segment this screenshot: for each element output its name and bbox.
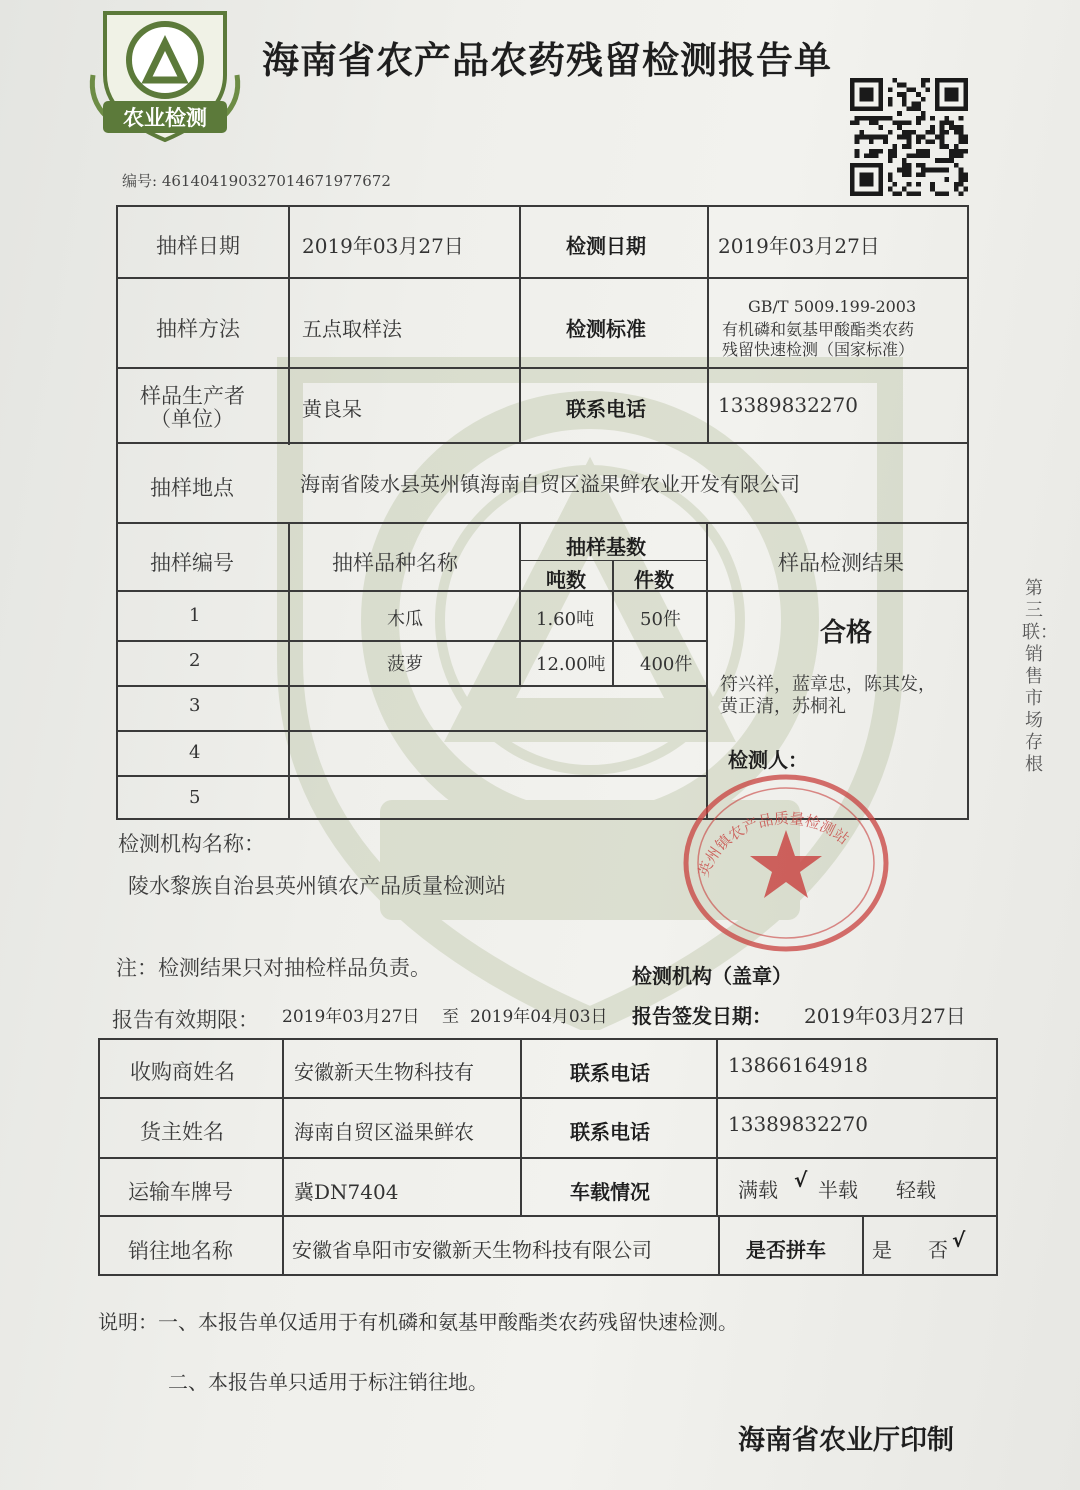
row-divider: [116, 590, 969, 592]
seal-label: 检测机构（盖章）: [632, 964, 792, 988]
printer-credit: 海南省农业厅印制: [738, 1425, 954, 1456]
issue-date-value: 2019年03月27日: [804, 1004, 966, 1028]
logo-text: 农业检测: [123, 106, 207, 130]
validity-to-word: 至: [442, 1007, 459, 1027]
validity-to: 2019年04月03日: [470, 1007, 608, 1027]
sampling-method-value: 五点取样法: [302, 317, 402, 341]
inspectors-line2: 黄正清，苏桐礼: [720, 696, 846, 717]
col-header-pieces: 件数: [634, 568, 674, 592]
inspector-label: 检测人：: [728, 748, 808, 772]
logistics-col-divider: [520, 1038, 522, 1217]
buyer-label: 收购商姓名: [130, 1060, 235, 1084]
validity-from: 2019年03月27日: [282, 1007, 420, 1027]
row-divider: [116, 730, 706, 732]
buyer-phone-value: 13866164918: [728, 1053, 868, 1077]
copy-label: 第三联：销售市场存根: [1022, 578, 1058, 775]
standard-desc-1: 有机磷和氨基甲酸酯类农药: [722, 320, 915, 339]
logistics-border-top: [98, 1038, 998, 1040]
sample-row-tons: 12.00吨: [536, 654, 606, 675]
buyer-phone-label: 联系电话: [570, 1061, 650, 1085]
inspectors-line1: 符兴祥，蓝章忠，陈其发，: [720, 674, 936, 695]
col-header-name: 抽样品种名称: [332, 551, 458, 575]
load-full: 满载: [738, 1178, 778, 1202]
standard-code: GB/T 5009.199-2003: [748, 297, 917, 316]
row-divider: [116, 522, 969, 524]
agency-name: 陵水黎族自治县英州镇农产品质量检测站: [128, 874, 506, 898]
combined-label: 是否拼车: [746, 1238, 826, 1262]
col-header-base: 抽样基数: [566, 535, 646, 559]
owner-value: 海南自贸区溢果鲜农: [294, 1120, 474, 1144]
col-divider: [288, 205, 290, 445]
sample-row-no: 3: [189, 695, 201, 716]
location-value: 海南省陵水县英州镇海南自贸区溢果鲜农业开发有限公司: [300, 472, 800, 496]
sampling-date-value: 2019年03月27日: [302, 234, 464, 258]
serial-number: [122, 170, 391, 191]
logistics-row-divider: [98, 1097, 998, 1099]
official-stamp: [676, 768, 896, 958]
combined-check-mark: √: [952, 1228, 966, 1252]
note-line1: 说明：一、本报告单仅适用于有机磷和氨基甲酸酯类农药残留快速检测。: [98, 1310, 738, 1334]
sampling-date-label: 抽样日期: [156, 234, 240, 258]
page-title: 海南省农产品农药残留检测报告单: [262, 39, 832, 82]
note-line2: 二、本报告单只适用于标注销往地。: [168, 1370, 488, 1394]
row-divider: [116, 775, 706, 777]
sample-row-name: 菠萝: [387, 654, 423, 675]
standard-label: 检测标准: [566, 317, 646, 341]
producer-label-unit: （单位）: [150, 407, 234, 431]
plate-value: 冀DN7404: [294, 1180, 399, 1204]
sample-row-no: 2: [189, 650, 201, 671]
sample-row-no: 4: [189, 742, 201, 763]
owner-phone-value: 13389832270: [728, 1112, 868, 1136]
load-check-mark: √: [794, 1168, 808, 1192]
producer-phone-label: 联系电话: [566, 397, 646, 421]
combined-yes: 是: [872, 1238, 892, 1262]
plate-label: 运输车牌号: [128, 1180, 233, 1204]
row-divider: [116, 442, 969, 444]
logistics-col-divider: [718, 1215, 720, 1275]
standard-desc-2: 残留快速检测（国家标准）: [722, 340, 915, 359]
producer-phone-value: 13389832270: [718, 393, 858, 417]
logistics-col-divider: [716, 1038, 718, 1217]
col-divider: [519, 205, 521, 444]
producer-value: 黄良呆: [302, 397, 362, 421]
agency-label: 检测机构名称：: [118, 832, 265, 856]
result-value: 合格: [820, 618, 873, 648]
sample-row-pieces: 400件: [640, 654, 693, 675]
sample-row-no: 5: [189, 787, 201, 808]
col-divider: [519, 522, 521, 685]
sample-row-name: 木瓜: [387, 609, 423, 630]
serial-value: 461404190327014671977672: [161, 172, 391, 190]
table-border-top: [116, 205, 969, 207]
owner-label: 货主姓名: [140, 1120, 224, 1144]
load-label: 车载情况: [570, 1180, 650, 1204]
logistics-col-divider: [282, 1038, 284, 1276]
destination-value: 安徽省阜阳市安徽新天生物科技有限公司: [292, 1238, 652, 1262]
issue-date-label: 报告签发日期：: [632, 1004, 772, 1028]
test-date-label: 检测日期: [566, 234, 646, 258]
agency-note: 注：检测结果只对抽检样品负责。: [116, 956, 431, 980]
col-divider: [288, 522, 290, 819]
owner-phone-label: 联系电话: [570, 1120, 650, 1144]
serial-label: 编号:: [122, 172, 158, 190]
logistics-row-divider: [98, 1157, 998, 1159]
row-divider: [116, 685, 706, 687]
row-divider: [116, 277, 969, 279]
table-border-left: [116, 205, 118, 820]
combined-no: 否: [928, 1238, 948, 1262]
stamp-text: 英州镇农产品质量检测站: [694, 809, 853, 880]
load-light: 轻载: [896, 1178, 936, 1202]
col-divider: [707, 205, 709, 444]
sample-row-pieces: 50件: [640, 609, 681, 630]
buyer-value: 安徽新天生物科技有: [294, 1060, 474, 1084]
table-border-right: [967, 205, 969, 820]
sampling-method-label: 抽样方法: [156, 317, 240, 341]
sample-row-tons: 1.60吨: [536, 609, 595, 630]
col-header-result: 样品检测结果: [778, 551, 904, 575]
sample-row-no: 1: [189, 605, 201, 626]
agri-inspection-logo: [85, 5, 245, 145]
validity-label: 报告有效期限：: [112, 1008, 259, 1032]
logistics-col-divider: [862, 1215, 864, 1275]
col-header-no: 抽样编号: [150, 551, 234, 575]
location-label: 抽样地点: [150, 476, 234, 500]
producer-label: 样品生产者: [140, 384, 245, 408]
col-divider: [612, 560, 614, 685]
load-half: 半载: [818, 1178, 858, 1202]
destination-label: 销往地名称: [128, 1239, 233, 1263]
test-date-value: 2019年03月27日: [718, 234, 880, 258]
row-divider: [116, 640, 706, 642]
qr-code: [848, 78, 970, 196]
row-divider: [116, 367, 969, 369]
col-header-tons: 吨数: [546, 568, 586, 592]
